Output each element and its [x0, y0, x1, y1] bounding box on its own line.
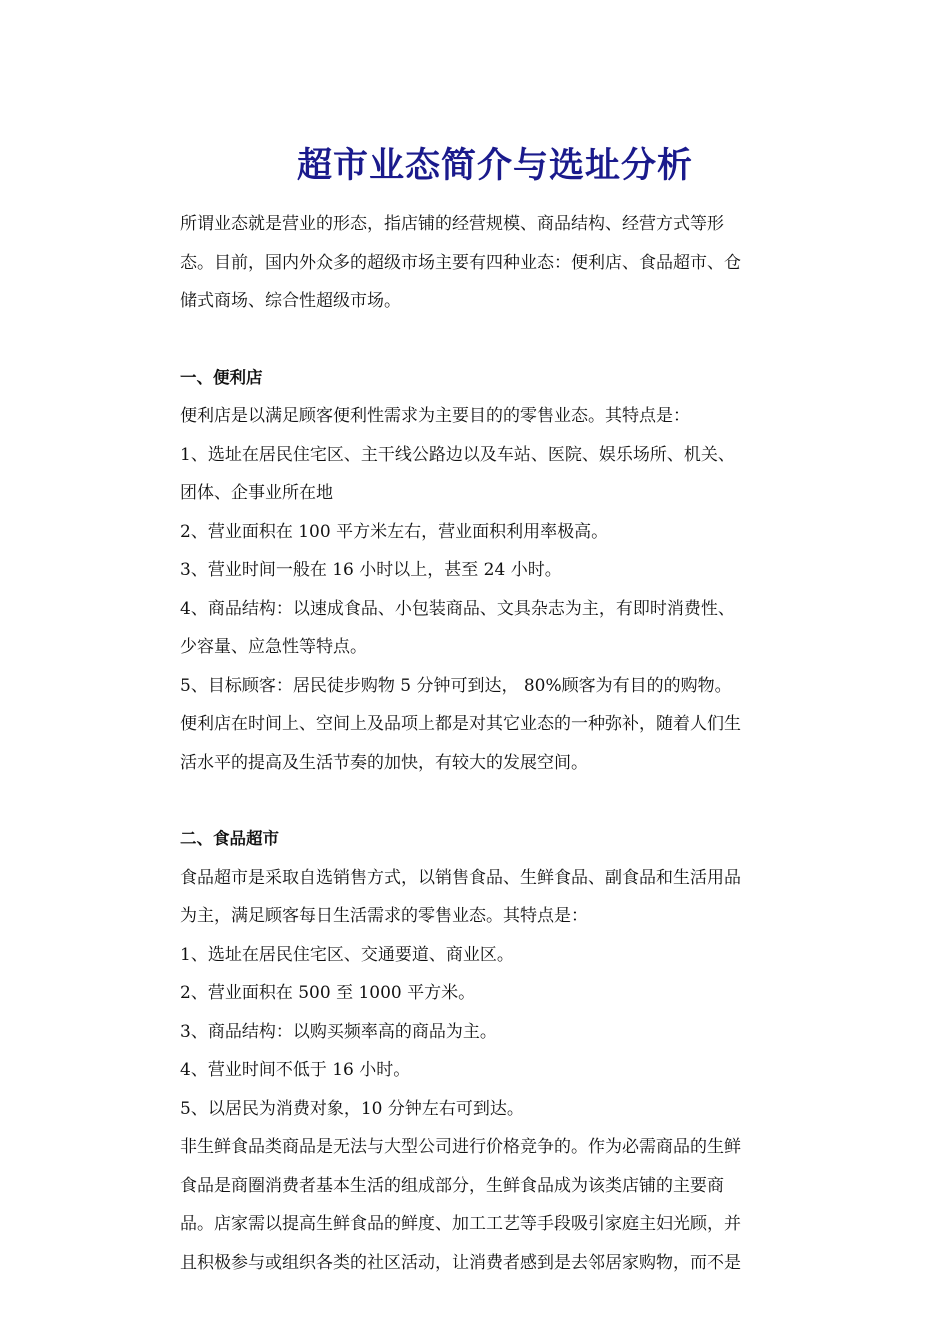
section1-line: 1、选址在居民住宅区、主干线公路边以及车站、医院、娱乐场所、机关、 [180, 444, 735, 465]
section2-line: 2、营业面积在 500 至 1000 平方米。 [180, 983, 476, 1003]
section-heading-convenience-store: 一、便利店 [180, 367, 263, 387]
section2-line: 4、营业时间不低于 16 小时。 [180, 1060, 411, 1080]
document-title: 超市业态简介与选址分析 [296, 145, 693, 186]
section1-line: 团体、企事业所在地 [180, 483, 333, 503]
document-body [180, 205, 820, 1282]
intro-line: 储式商场、综合性超级市场。 [180, 291, 401, 311]
section1-line: 4、商品结构：以速成食品、小包装商品、文具杂志为主，有即时消费性、 [180, 598, 735, 619]
section2-line: 1、选址在居民住宅区、交通要道、商业区。 [180, 944, 514, 965]
section1-line: 便利店是以满足顾客便利性需求为主要目的的零售业态。其特点是： [180, 406, 690, 426]
section2-line: 食品超市是采取自选销售方式，以销售食品、生鲜食品、副食品和生活用品 [180, 867, 741, 888]
section2-line: 3、商品结构：以购买频率高的商品为主。 [180, 1021, 497, 1042]
section1-line: 2、营业面积在 100 平方米左右，营业面积利用率极高。 [180, 521, 609, 542]
section1-line: 活水平的提高及生活节奏的加快，有较大的发展空间。 [180, 752, 588, 773]
section-heading-food-supermarket: 二、食品超市 [180, 829, 279, 848]
paragraph-gap [180, 321, 820, 359]
section2-line: 非生鲜食品类商品是无法与大型公司进行价格竞争的。作为必需商品的生鲜 [180, 1137, 741, 1157]
section1-line: 5、目标顾客：居民徒步购物 5 分钟可到达， 80%顾客为有目的的购物。 [180, 675, 732, 696]
intro-line: 态。目前，国内外众多的超级市场主要有四种业态：便利店、食品超市、仓 [180, 252, 741, 273]
section2-line: 5、以居民为消费对象，10 分钟左右可到达。 [180, 1098, 524, 1119]
paragraph-gap [180, 782, 820, 820]
section1-line: 便利店在时间上、空间上及品项上都是对其它业态的一种弥补，随着人们生 [180, 714, 741, 734]
section2-line: 食品是商圈消费者基本生活的组成部分，生鲜食品成为该类店铺的主要商 [180, 1175, 724, 1196]
intro-line: 所谓业态就是营业的形态，指店铺的经营规模、商品结构、经营方式等形 [180, 214, 724, 234]
section2-line: 且积极参与或组织各类的社区活动，让消费者感到是去邻居家购物，而不是 [180, 1252, 741, 1273]
section2-line: 品。店家需以提高生鲜食品的鲜度、加工工艺等手段吸引家庭主妇光顾，并 [180, 1214, 741, 1234]
section1-line: 3、营业时间一般在 16 小时以上，甚至 24 小时。 [180, 560, 562, 580]
section1-line: 少容量、应急性等特点。 [180, 637, 367, 657]
section2-line: 为主，满足顾客每日生活需求的零售业态。其特点是： [180, 906, 588, 926]
